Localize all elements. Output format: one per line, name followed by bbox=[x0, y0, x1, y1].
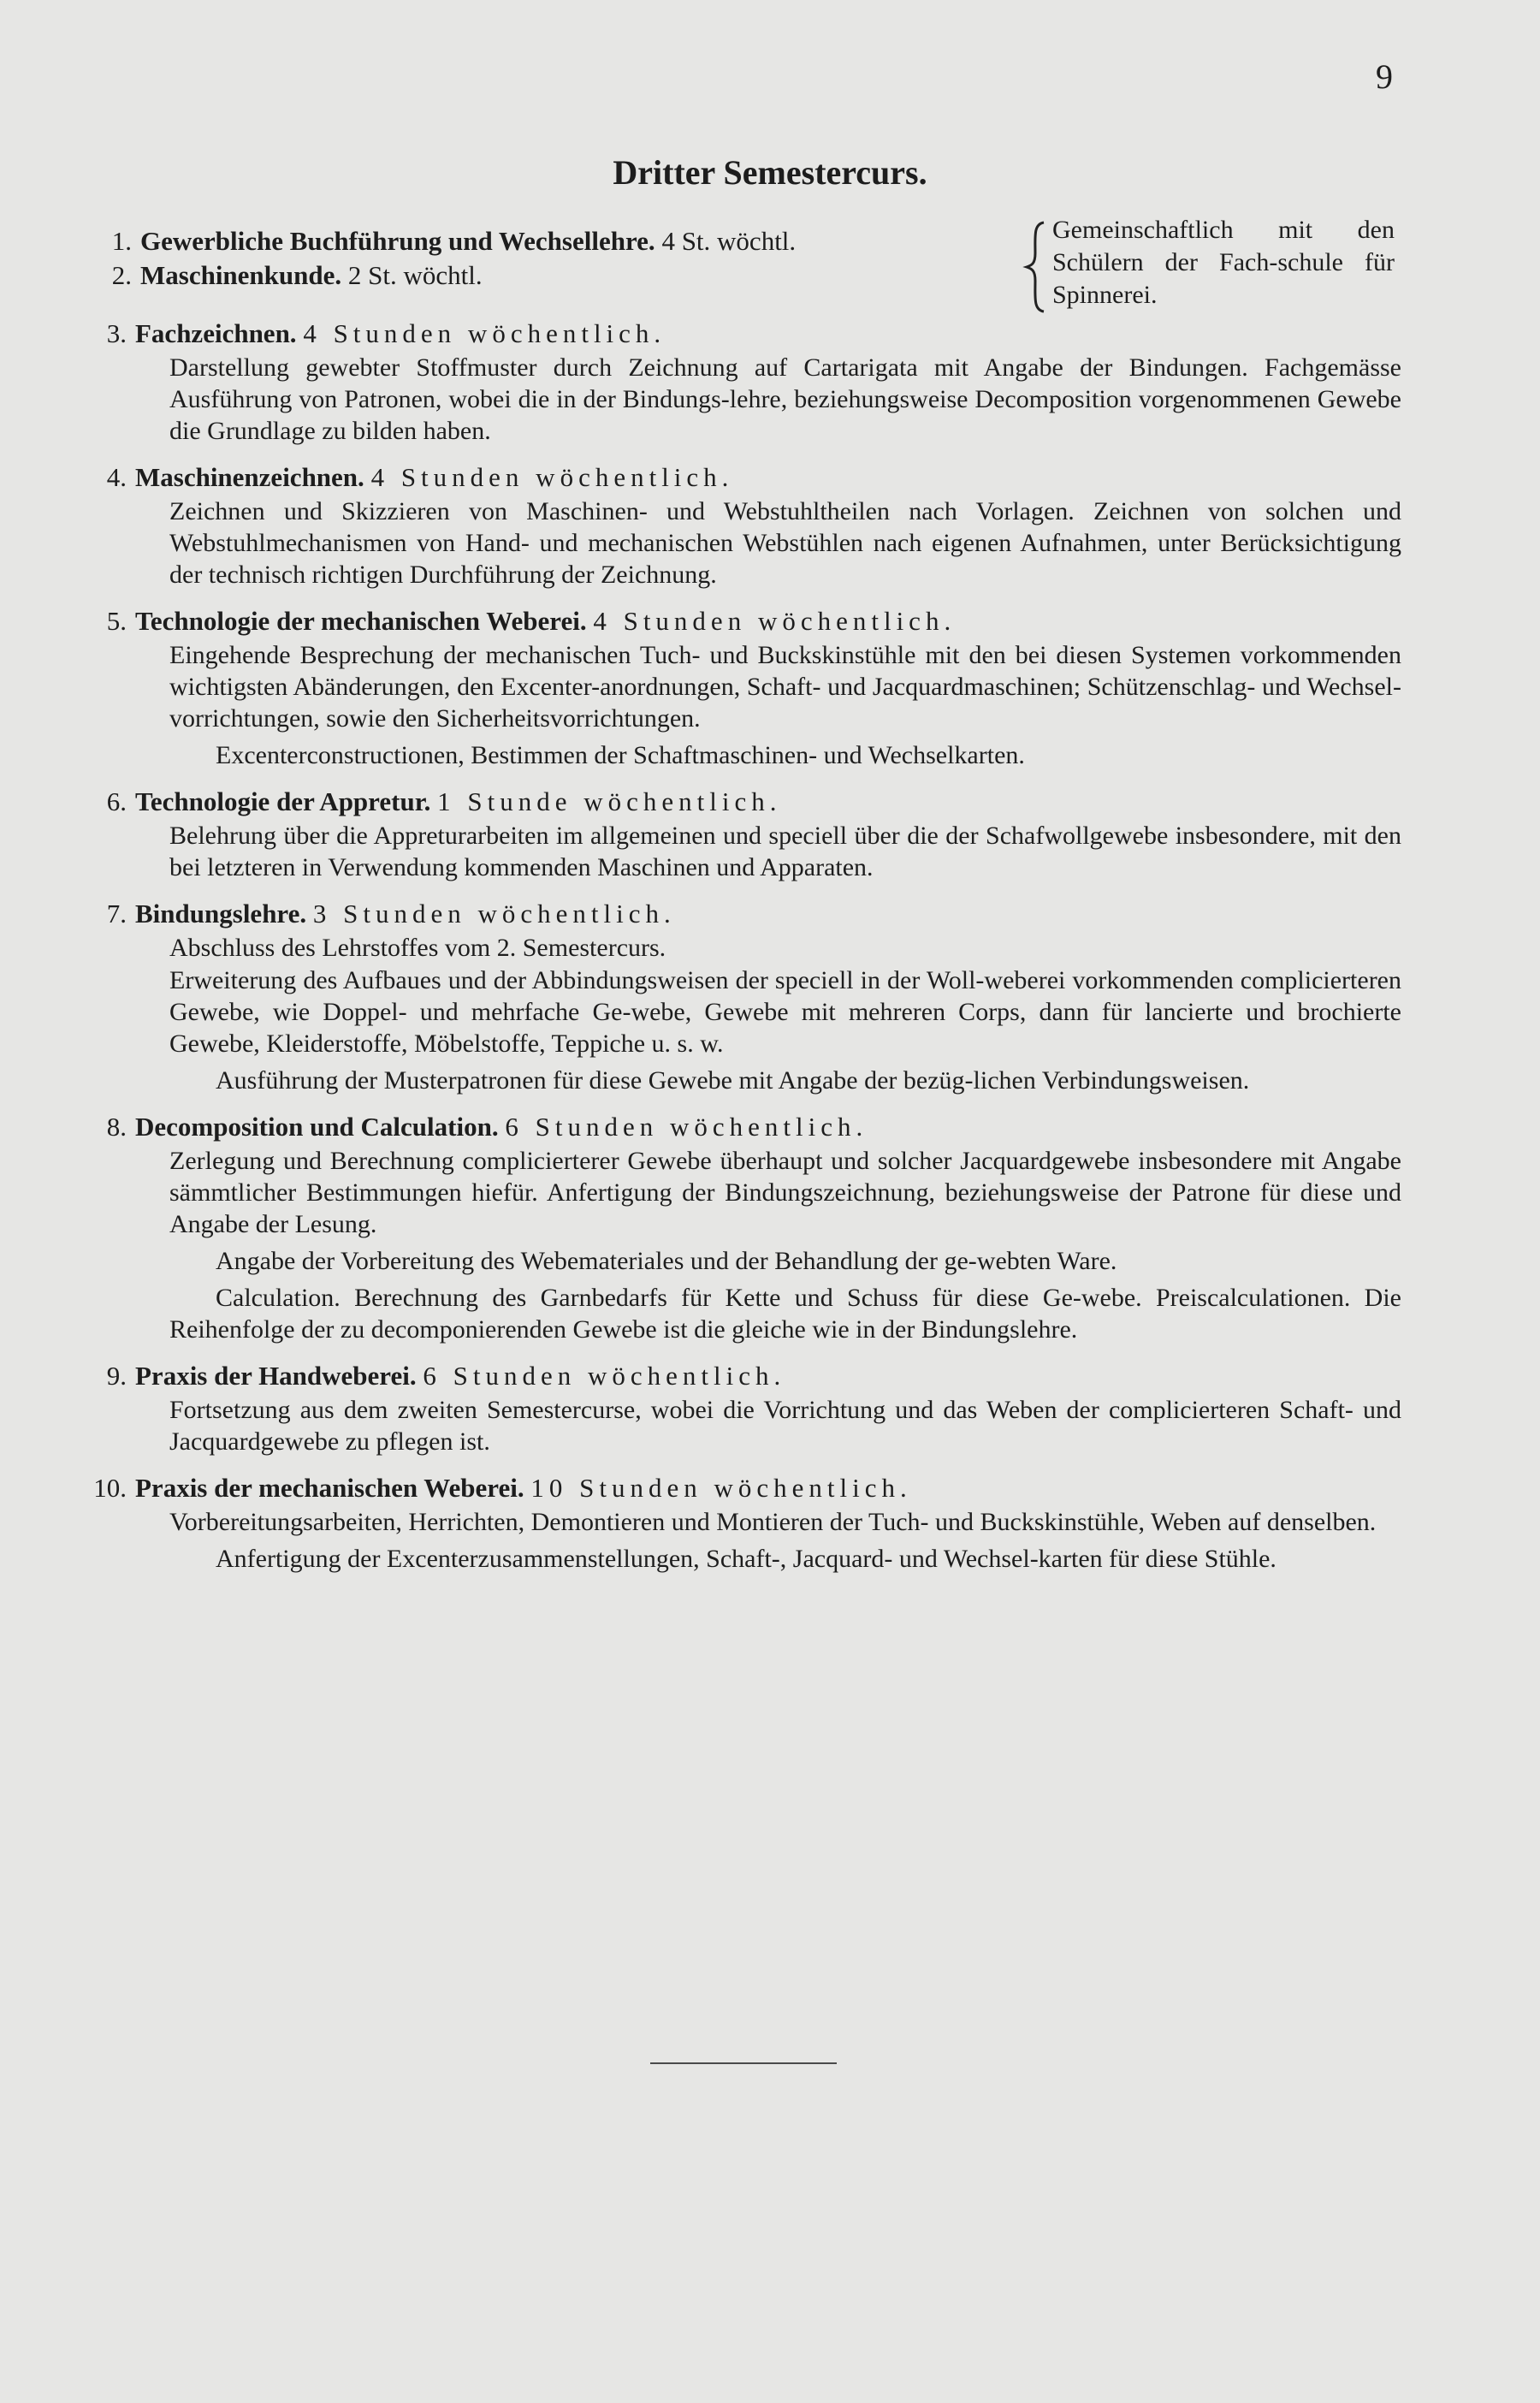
course-description: Angabe der Vorbereitung des Webemateriales und der Behandlung der ge-webten Ware. bbox=[216, 1247, 1117, 1275]
course-section bbox=[75, 317, 1401, 447]
course-number: 9. bbox=[106, 1361, 127, 1391]
end-rule bbox=[650, 2062, 837, 2064]
course-description: Erweiterung des Aufbaues und der Abbindungsweisen der speciell in der Woll-weberei vorkommenden complicierteren Gewebe, wie Doppel- und mehrfache Ge-webe, Gewebe mit mehreren Corps, dann für lancierte und brochierte Gewebe, Kleiderstoffe, Möbelstoffe, Teppiche u. s. w. bbox=[169, 966, 1401, 1058]
course-name: Fachzeichnen. bbox=[135, 318, 297, 348]
course-heading bbox=[75, 897, 1401, 931]
course-section bbox=[75, 604, 1401, 771]
course-description: Zerlegung und Berechnung complicierterer Gewebe überhaupt und solcher Jacquardgewebe insbesondere mit Angabe sämmtlicher Bestimmungen hiefür. Anfertigung der Bindungszeichnung, beziehungsweise der Patrone für diese und Angabe der Lesung. bbox=[169, 1147, 1401, 1238]
course-number: 1. bbox=[111, 226, 132, 256]
course-description: Zeichnen und Skizzieren von Maschinen- und Webstuhltheilen nach Vorlagen. Zeichnen von solchen und Webstuhlmechanismen von Hand- und mechanischen Webstühlen nach eigenen Aufnahmen, unter Berücksichtigung der technisch richtigen Durchführung der Zeichnung. bbox=[169, 497, 1401, 589]
course-hours: 3 Stunden wöchentlich. bbox=[312, 899, 676, 929]
course-description: Abschluss des Lehrstoffes vom 2. Semestercurs. bbox=[169, 934, 666, 962]
course-heading bbox=[75, 460, 1401, 495]
course-sections bbox=[75, 317, 1401, 1588]
brace-icon bbox=[1020, 219, 1054, 315]
course-hours: 4 St. wöchtl. bbox=[661, 226, 797, 256]
course-number: 6. bbox=[106, 786, 127, 816]
course-hours: 4 Stunden wöchentlich. bbox=[593, 606, 957, 636]
course-description: Belehrung über die Appreturarbeiten im allgemeinen und speciell über die der Schafwollgewebe insbesondere, mit den bei letzteren in Verwendung kommenden Maschinen und Apparaten. bbox=[169, 822, 1401, 881]
course-hours: 4 Stunden wöchentlich. bbox=[370, 462, 734, 492]
joint-note: Gemeinschaftlich mit den Schülern der Fach-schule für Spinnerei. bbox=[1052, 216, 1395, 309]
course-description: Darstellung gewebter Stoffmuster durch Zeichnung auf Cartarigata mit Angabe der Bindungen. Fachgemässe Ausführung von Patronen, wobei die in der Bindungs-lehre, beziehungsweise Decomposition vorgenommenen Gewebe die Grundlage zu bilden haben. bbox=[169, 353, 1401, 445]
course-name: Praxis der mechanischen Weberei. bbox=[135, 1473, 524, 1503]
course-description: Anfertigung der Excenterzusammenstellungen, Schaft-, Jacquard- und Wechsel-karten für diese Stühle. bbox=[216, 1545, 1276, 1573]
course-section bbox=[75, 785, 1401, 883]
course-number: 4. bbox=[106, 462, 127, 492]
course-description: Calculation. Berechnung des Garnbedarfs für Kette und Schuss für diese Ge-webe. Preiscalculationen. Die Reihenfolge der zu decomponierenden Gewebe ist die gleiche wie in der Bindungslehre. bbox=[169, 1284, 1401, 1344]
course-description: Fortsetzung aus dem zweiten Semestercurse, wobei die Vorrichtung und das Weben der complicierteren Schaft- und Jacquardgewebe zu pflegen ist. bbox=[169, 1396, 1401, 1456]
course-section bbox=[75, 1359, 1401, 1457]
course-name: Gewerbliche Buchführung und Wechsellehre. bbox=[140, 226, 655, 256]
joint-courses-block bbox=[86, 214, 1395, 317]
course-name: Bindungslehre. bbox=[135, 899, 307, 929]
course-name: Maschinenkunde. bbox=[140, 260, 342, 290]
course-number: 10. bbox=[93, 1473, 127, 1503]
course-name: Technologie der Appretur. bbox=[135, 786, 431, 816]
course-heading bbox=[75, 1359, 1401, 1393]
course-description: Ausführung der Musterpatronen für diese Gewebe mit Angabe der bezüg-lichen Verbindungsweisen. bbox=[216, 1066, 1250, 1095]
course-number: 7. bbox=[106, 899, 127, 929]
course-section bbox=[75, 460, 1401, 590]
course-hours: 4 Stunden wöchentlich. bbox=[303, 318, 666, 348]
course-name: Praxis der Handweberei. bbox=[135, 1361, 417, 1391]
joint-course-item bbox=[86, 258, 1018, 293]
course-number: 8. bbox=[106, 1112, 127, 1142]
course-hours: 6 Stunden wöchentlich. bbox=[505, 1112, 868, 1142]
course-hours: 10 Stunden wöchentlich. bbox=[530, 1473, 912, 1503]
course-heading bbox=[75, 785, 1401, 819]
course-number: 2. bbox=[111, 260, 132, 290]
course-number: 5. bbox=[106, 606, 127, 636]
course-hours: 6 Stunden wöchentlich. bbox=[423, 1361, 786, 1391]
page-title: Dritter Semestercurs. bbox=[613, 153, 927, 192]
joint-course-item bbox=[86, 224, 1018, 258]
course-description: Excenterconstructionen, Bestimmen der Schaftmaschinen- und Wechselkarten. bbox=[216, 741, 1025, 769]
joint-course-list bbox=[86, 224, 1018, 293]
course-hours: 1 Stunde wöchentlich. bbox=[437, 786, 782, 816]
course-number: 3. bbox=[106, 318, 127, 348]
course-heading bbox=[75, 1110, 1401, 1144]
course-heading bbox=[75, 604, 1401, 638]
course-name: Technologie der mechanischen Weberei. bbox=[135, 606, 587, 636]
course-name: Decomposition und Calculation. bbox=[135, 1112, 499, 1142]
page-number: 9 bbox=[1376, 57, 1393, 96]
course-hours: 2 St. wöchtl. bbox=[347, 260, 483, 290]
course-heading bbox=[75, 317, 1401, 351]
course-name: Maschinenzeichnen. bbox=[135, 462, 364, 492]
course-section bbox=[75, 1471, 1401, 1575]
course-description: Vorbereitungsarbeiten, Herrichten, Demontieren und Montieren der Tuch- und Buckskinstühle, Weben auf denselben. bbox=[169, 1508, 1377, 1536]
course-heading bbox=[75, 1471, 1401, 1505]
course-description: Eingehende Besprechung der mechanischen Tuch- und Buckskinstühle mit den bei diesen Systemen vorkommenden wichtigsten Abänderungen, den Excenter-anordnungen, Schaft- und Jacquardmaschinen; Schützenschlag- und Wechsel-vorrichtungen, sowie den Sicherheitsvorrichtungen. bbox=[169, 641, 1401, 733]
course-section bbox=[75, 1110, 1401, 1345]
course-section bbox=[75, 897, 1401, 1096]
